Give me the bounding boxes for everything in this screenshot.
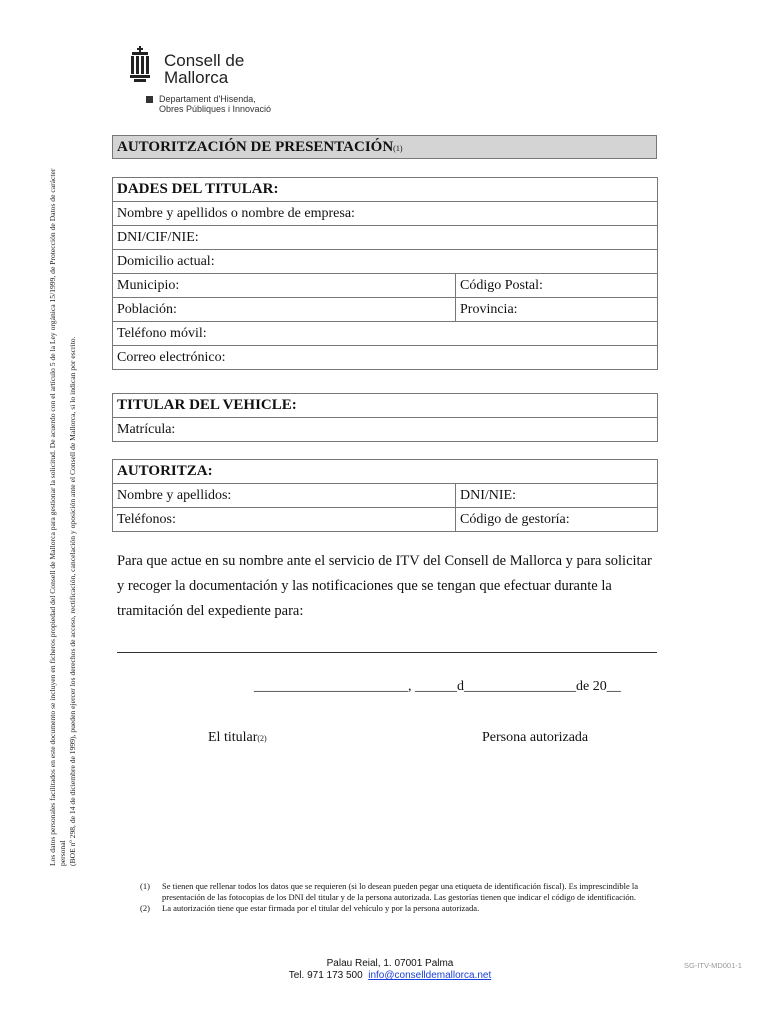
autorizada-signature-label[interactable]: Persona autorizada — [482, 730, 589, 745]
autoritza-header: AUTORITZA: — [113, 460, 658, 484]
titular-dni-field[interactable]: DNI/CIF/NIE: — [113, 226, 658, 250]
footnotes — [140, 881, 640, 914]
titular-name-field[interactable]: Nombre y apellidos o nombre de empresa: — [113, 202, 658, 226]
titular-table — [112, 177, 658, 370]
titular-municipio-field[interactable]: Municipio: — [113, 274, 456, 298]
department-name: Departament d'Hisenda, Obres Públiques i Innovació — [146, 94, 271, 114]
form-title-text: AUTORITZACIÓN DE PRESENTACIÓN — [117, 139, 394, 155]
authorization-paragraph: Para que actue en su nombre ante el servicio de ITV del Consell de Mallorca y para solicitar y recoger la documentación y las notificaciones que se tengan que efectuar durante la tramitación del expediente para: — [117, 553, 652, 619]
titular-cp-field[interactable]: Código Postal: — [456, 274, 658, 298]
matricula-field[interactable]: Matrícula: — [113, 418, 658, 442]
page-footer — [200, 958, 580, 982]
data-protection-line1: Los datos personales facilitados en este documento se incluyen en ficheros propiedad del Consell de Mallorca para gestionar la solicitud. De acuerdo con el artículo 5 de la Ley orgánica 15/1999, de Protección de Datos de carácter personal — [48, 168, 67, 866]
autoritza-table — [112, 459, 658, 532]
autorizado-codigo-field[interactable]: Código de gestoría: — [456, 508, 658, 532]
footnote-item — [140, 903, 640, 914]
footnote-number: (1) — [140, 881, 150, 891]
place-date-line[interactable]: ______________________, ______d________________de 20__ — [254, 679, 621, 694]
footnote-item — [140, 881, 640, 903]
autorizado-telefonos-field[interactable]: Teléfonos: — [113, 508, 456, 532]
titular-domicilio-field[interactable]: Domicilio actual: — [113, 250, 658, 274]
titular-telefono-field[interactable]: Teléfono móvil: — [113, 322, 658, 346]
footer-address: Palau Reial, 1. 07001 Palma — [326, 958, 454, 969]
vehicle-header: TITULAR DEL VEHICLE: — [113, 394, 658, 418]
form-title — [112, 135, 657, 159]
footer-contact — [200, 970, 580, 982]
footer-tel: Tel. 971 173 500 — [288, 970, 363, 981]
titular-header: DADES DEL TITULAR: — [113, 178, 658, 202]
footnote-number: (2) — [140, 903, 150, 913]
document-code: SG-ITV-MD001-1 — [684, 961, 742, 970]
logo-name: Consell de Mallorca — [164, 51, 245, 87]
titular-provincia-field[interactable]: Provincia: — [456, 298, 658, 322]
titular-signature-label[interactable] — [208, 730, 267, 746]
dept-square-icon — [146, 96, 153, 103]
titular-poblacion-field[interactable]: Población: — [113, 298, 456, 322]
data-protection-line2: (BOE nº 298, de 14 de diciembre de 1999), pueden ejercer los derechos de acceso, rectificación, cancelación y oposición ante el Consell de Mallorca, si lo indican por escrito. — [68, 336, 77, 866]
titular-signature-text: El titular — [208, 730, 258, 745]
expediente-line[interactable] — [117, 652, 657, 653]
consell-emblem-icon — [128, 46, 156, 88]
data-protection-notice — [48, 166, 78, 866]
footnote-text: La autorización tiene que estar firmada por el titular del vehículo y por la persona autorizada. — [162, 903, 480, 913]
vehicle-table — [112, 393, 658, 442]
consell-logo — [128, 46, 288, 116]
footnote-text: Se tienen que rellenar todos los datos que se requieren (si lo desean pueden pegar una etiqueta de identificación fiscal). Es imprescindible la presentación de las fotocopias de los DNI del titular y de la persona autorizada. Las gestorías tienen que indicar el código de identificación. — [162, 881, 639, 902]
title-note-ref: (1) — [393, 144, 403, 153]
autorizado-name-field[interactable]: Nombre y apellidos: — [113, 484, 456, 508]
autorizado-dni-field[interactable]: DNI/NIE: — [456, 484, 658, 508]
titular-email-field[interactable]: Correo electrónico: — [113, 346, 658, 370]
titular-note-ref: (2) — [257, 734, 267, 743]
footer-email-link[interactable]: info@conselldemallorca.net — [368, 970, 492, 981]
